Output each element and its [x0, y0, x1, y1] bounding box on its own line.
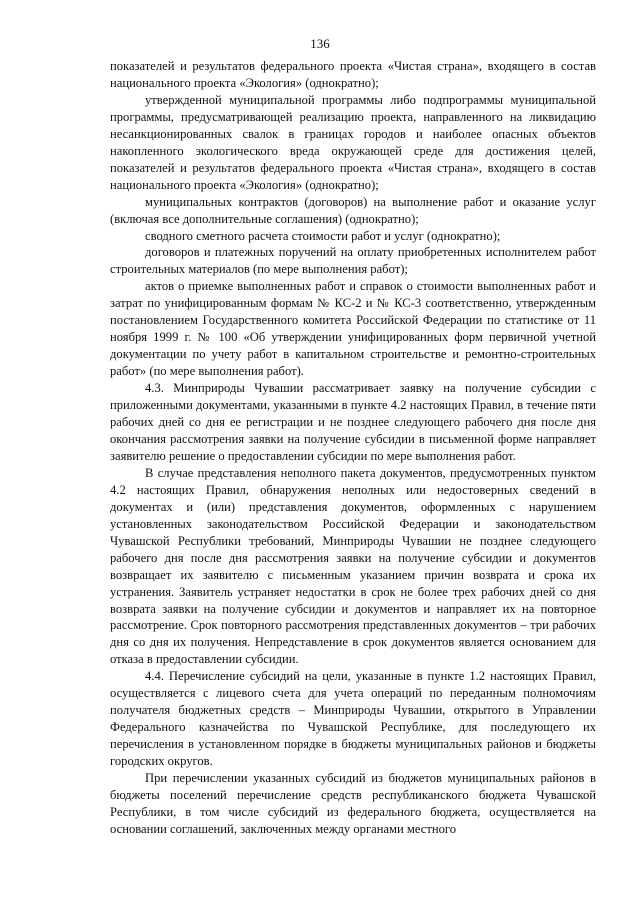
paragraph-cost-estimate: сводного сметного расчета стоимости работ и услуг (однократно); — [145, 228, 501, 243]
paragraph-payment-orders: договоров и платежных поручений на оплату приобретенных исполнителем работ строительных материалов (по мере выполнения работ); — [110, 245, 596, 277]
paragraph-transfer-to-settlements: При перечислении указанных субсидий из бюджетов муниципальных районов в бюджеты поселений перечисление средств республиканского бюджета Чувашской Республики, в том числе субсидий из федерального бюджета, осуществляется на основании соглашений, заключенных между органами местного — [110, 771, 596, 836]
page-number: 136 — [310, 36, 330, 51]
paragraph-4-3: 4.3. Минприроды Чувашии рассматривает заявку на получение субсидии с приложенными документами, указанными в пункте 4.2 настоящих Правил, в течение пяти рабочих дней со дня ее регистрации и не позднее следующего рабочего дня после дня окончания рассмотрения заявки на получение субсидии в письменной форме направляет заявителю решение о предоставлении субсидии по мере выполнения работ. — [110, 381, 596, 463]
paragraph-municipal-program: утвержденной муниципальной программы либо подпрограммы муниципальной программы, предусматривающей реализацию проекта, направленного на ликвидацию несанкционированных свалок в границах городов и наиболее опасных объектов накопленного экологического вреда окружающей среде для достижения целей, показателей и результатов федерального проекта «Чистая страна», входящего в состав национального проекта «Экология» (однократно); — [110, 92, 596, 192]
paragraph-acceptance-acts: актов о приемке выполненных работ и справок о стоимости выполненных работ и затрат по унифицированным формам № КС-2 и № КС-3 соответственно, утвержденным постановлением Государственного комитета Российской Федерации по статистике от 11 ноября 1999 г. № 100 «Об утверждении унифицированных форм первичной учетной документации по учету работ в капитальном строительстве и ремонтно-строительных работ» (по мере выполнения работ). — [110, 279, 596, 379]
paragraph-incomplete-documents: В случае представления неполного пакета документов, предусмотренных пунктом 4.2 настоящих Правил, обнаружения неполных или недостоверных сведений в документах и (или) представления документов, оформленных с нарушением установленных законодательством Российской Федерации и законодательством Чувашской Республики требований, Минприроды Чувашии не позднее следующего рабочего дня после дня рассмотрения заявки на получение субсидии и документов возвращает их заявителю с письменным указанием причин возврата и срока их устранения. Заявитель устраняет недостатки в срок не более трех рабочих дней со дня возврата заявки на получение субсидии и документов и направляет их на повторное рассмотрение. Срок повторного рассмотрения представленных документов – три рабочих дня со дня их получения. Непредставление в срок документов является основанием для отказа в предоставлении субсидии. — [110, 465, 596, 667]
paragraph-continuation: показателей и результатов федерального проекта «Чистая страна», входящего в состав национального проекта «Экология» (однократно); — [110, 59, 596, 90]
paragraph-municipal-contracts: муниципальных контрактов (договоров) на выполнение работ и оказание услуг (включая все дополнительные соглашения) (однократно); — [110, 194, 596, 226]
document-body — [110, 58, 596, 838]
paragraph-4-4: 4.4. Перечисление субсидий на цели, указанные в пункте 1.2 настоящих Правил, осуществляется с лицевого счета для учета операций по переданным полномочиям получателя бюджетных средств – Минприроды Чувашии, открытого в Управлении Федерального казначейства по Чувашской Республике, для последующего их перечисления в установленном порядке в бюджеты муниципальных районов и бюджеты городских округов. — [110, 669, 596, 769]
